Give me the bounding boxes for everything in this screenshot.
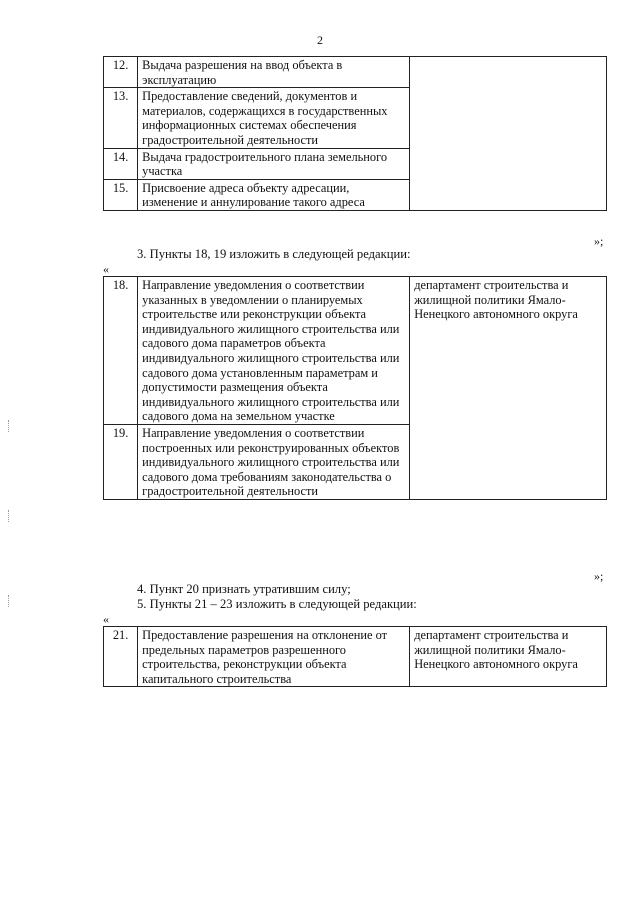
row-description: Направление уведомления о соответствии указанных в уведомлении о планируемых строительстве или реконструкции объекта индивидуального жилищного строительства или садового дома параметров объекта индивидуального жилищного строительства или садового дома установленным параметрам и допустимости размещения объекта индивидуального жилищного строительства или садового дома на земельном участке	[138, 277, 410, 425]
closing-quote: »;	[594, 569, 604, 583]
row-description: Предоставление сведений, документов и материалов, содержащихся в государственных информационных системах обеспечения градостроительной деятельности	[138, 88, 410, 148]
scan-margin-mark	[8, 595, 11, 607]
services-table-3	[103, 626, 607, 687]
opening-quote: «	[103, 612, 109, 626]
row-description: Присвоение адреса объекту адресации, изменение и аннулирование такого адреса	[138, 179, 410, 210]
row-description: Направление уведомления о соответствии построенных или реконструированных объектов индивидуального жилищного строительства или садового дома требованиям законодательства о градостроительной деятельности	[138, 424, 410, 499]
row-description: Выдача градостроительного плана земельного участка	[138, 148, 410, 179]
scan-margin-mark	[8, 510, 11, 522]
table-row	[104, 277, 607, 425]
responsible-department: департамент строительства и жилищной политики Ямало-Ненецкого автономного округа	[410, 627, 607, 687]
opening-quote: «	[103, 262, 109, 276]
row-number: 21.	[104, 627, 138, 687]
row-number: 12.	[104, 57, 138, 88]
paragraph-5: 5. Пункты 21 – 23 изложить в следующей редакции:	[137, 597, 417, 611]
row-number: 14.	[104, 148, 138, 179]
scan-margin-mark	[8, 420, 11, 432]
closing-quote: »;	[594, 234, 604, 248]
table-row	[104, 57, 607, 88]
row-number: 18.	[104, 277, 138, 425]
services-table-1	[103, 56, 607, 211]
table-row	[104, 627, 607, 687]
page-number: 2	[317, 33, 323, 47]
paragraph-3: 3. Пункты 18, 19 изложить в следующей редакции:	[137, 247, 411, 261]
row-description: Предоставление разрешения на отклонение от предельных параметров разрешенного строительства, реконструкции объекта капитального строительства	[138, 627, 410, 687]
row-number: 15.	[104, 179, 138, 210]
responsible-department: департамент строительства и жилищной политики Ямало-Ненецкого автономного округа	[410, 277, 607, 500]
responsible-department	[410, 57, 607, 211]
paragraph-4: 4. Пункт 20 признать утратившим силу;	[137, 582, 351, 596]
row-number: 19.	[104, 424, 138, 499]
row-number: 13.	[104, 88, 138, 148]
row-description: Выдача разрешения на ввод объекта в эксплуатацию	[138, 57, 410, 88]
services-table-2	[103, 276, 607, 500]
